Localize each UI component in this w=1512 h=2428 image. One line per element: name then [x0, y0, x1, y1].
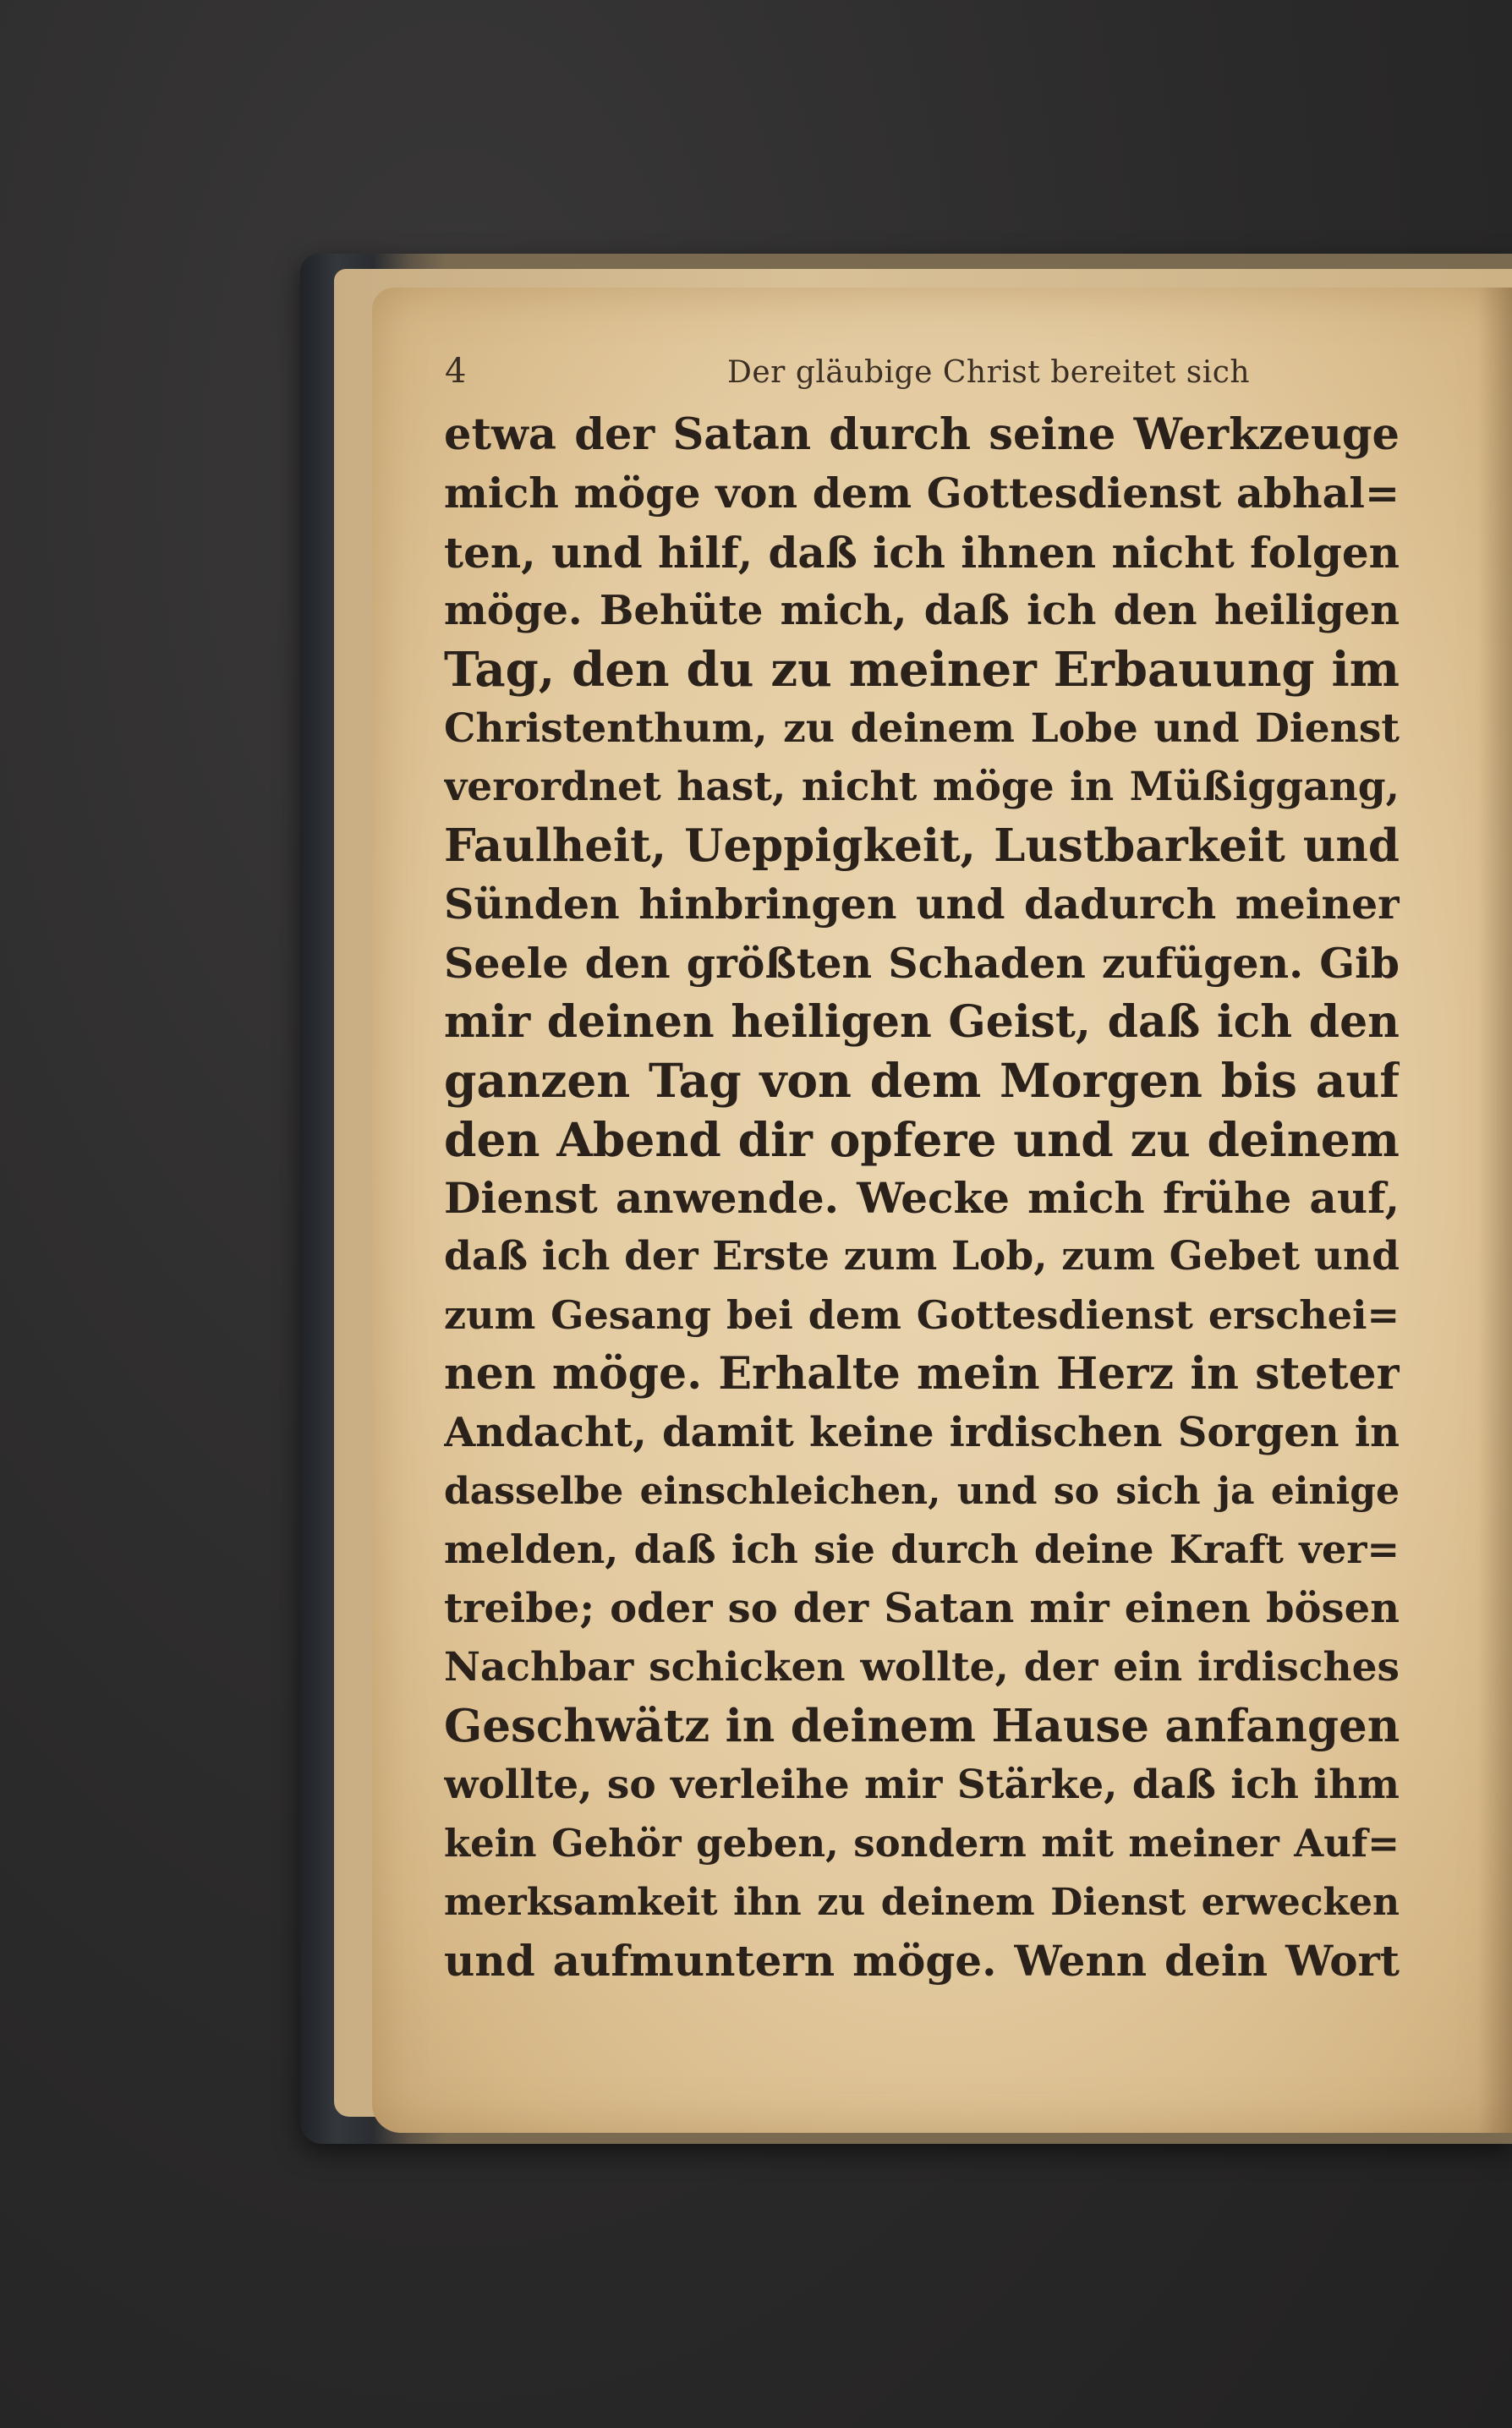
text-line: treibe; oder so der Satan mir einen bösen: [444, 1584, 1400, 1632]
page-body-text: [444, 406, 1400, 1991]
text-line: Christenthum, zu deinem Lobe und Dienst: [444, 704, 1400, 752]
text-line: mich möge von dem Gottesdienst abhal=: [444, 469, 1400, 518]
text-line: ten, und hilf, daß ich ihnen nicht folgen: [444, 527, 1400, 578]
text-line: und aufmuntern möge. Wenn dein Wort: [444, 1936, 1400, 1987]
text-line: ganzen Tag von dem Morgen bis auf: [444, 1053, 1400, 1109]
text-line: melden, daß ich sie durch deine Kraft ver=: [444, 1526, 1400, 1573]
text-line: Seele den größten Schaden zufügen. Gib: [444, 938, 1400, 988]
text-line: Nachbar schicken wollte, der ein irdisches: [444, 1644, 1400, 1691]
text-line: dasselbe einschleichen, und so sich ja einige: [444, 1470, 1400, 1514]
text-line: etwa der Satan durch seine Werkzeuge: [444, 409, 1400, 460]
text-line: merksamkeit ihn zu deinem Dienst erwecken: [444, 1880, 1400, 1924]
text-line: Andacht, damit keine irdischen Sorgen in: [444, 1408, 1400, 1456]
text-line: den Abend dir opfere und zu deinem: [444, 1111, 1400, 1167]
page-number: 4: [445, 352, 467, 391]
text-line: zum Gesang bei dem Gottesdienst erschei=: [444, 1291, 1400, 1338]
text-line: kein Gehör geben, sondern mit meiner Auf=: [444, 1821, 1400, 1866]
text-line: nen möge. Erhalte mein Herz in steter: [444, 1348, 1400, 1400]
running-head: [440, 347, 1395, 397]
text-line: Geschwätz in deinem Hause anfangen: [444, 1699, 1400, 1752]
text-line: mir deinen heiligen Geist, daß ich den: [444, 995, 1400, 1048]
running-title: Der gläubige Christ bereitet sich: [727, 355, 1251, 390]
text-line: Faulheit, Ueppigkeit, Lustbarkeit und: [444, 819, 1400, 872]
text-line: Dienst anwende. Wecke mich frühe auf,: [444, 1173, 1400, 1224]
text-line: Tag, den du zu meiner Erbauung im: [444, 641, 1400, 698]
text-line: verordnet hast, nicht möge in Müßiggang,: [444, 764, 1400, 811]
text-line: möge. Behüte mich, daß ich den heiligen: [444, 587, 1400, 635]
text-line: wollte, so verleihe mir Stärke, daß ich ihm: [444, 1761, 1400, 1808]
text-line: daß ich der Erste zum Lob, zum Gebet und: [444, 1233, 1400, 1280]
text-line: Sünden hinbringen und dadurch meiner: [444, 880, 1400, 929]
